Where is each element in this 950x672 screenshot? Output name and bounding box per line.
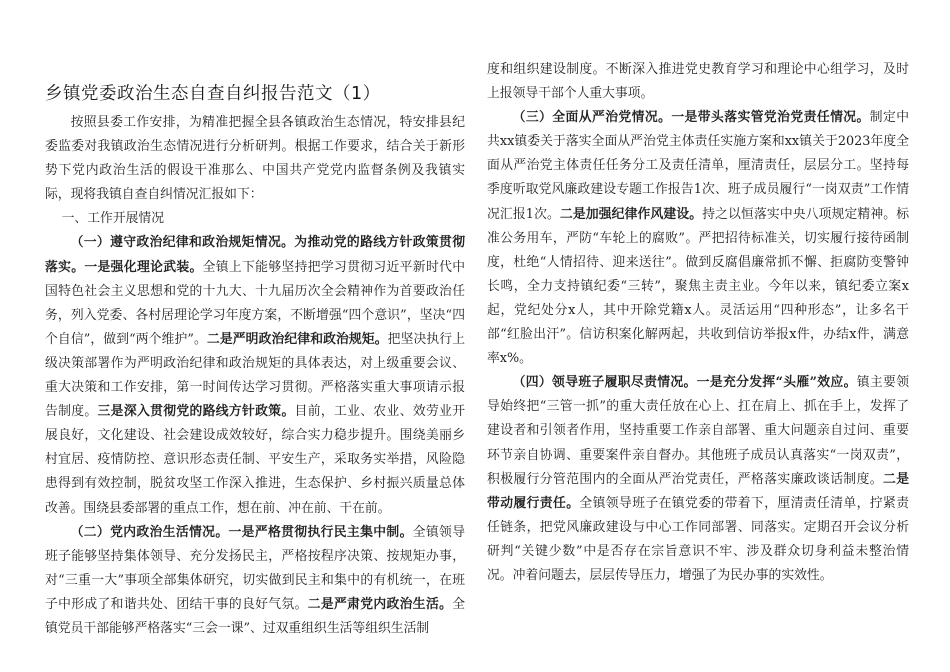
continued-paragraph: 度和组织建设制度。不断深入推进党史教育学习和理论中心组学习，及时上报领导干部个人重大事项。	[487, 62, 909, 102]
paragraph-discipline	[45, 231, 465, 520]
paragraph-text: 全镇领导班子能够坚持集体领导、充分发扬民主，严格按程序决策、按规矩办事，对“三重一大”事项全部集体研究，切实做到民主和集中的有机统一，在班子中形成了和谐共处、团结干事的良好气氛。	[45, 524, 466, 612]
paragraph-heading: （三）全面从严治党情况。一是带头落实管党治党责任情况。	[512, 110, 870, 126]
paragraph-heading: （二）党内政治生活情况。一是严格贯彻执行民主集中制。	[70, 524, 413, 540]
paragraph-heading: （四）领导班子履职尽责情况。一是充分发挥“头雁”效应。	[512, 375, 857, 391]
paragraph-subheading: 三是深入贯彻党的路线方针政策。	[97, 404, 295, 420]
paragraph-text: 全镇党员干部能够严格落实“三会一课”、过双重组织生活等组织生活制	[45, 596, 466, 636]
intro-paragraph: 按照县委工作安排，为精准把握全县各镇政治生态情况，特安排县纪委监委对我镇政治生态情况进行分析研判。根据工作要求，结合关于新形势下党内政治生活的假设干准那么、中国共产党党内监督条例及我镇实际，现将我镇自查自纠情况汇报如下：	[45, 115, 465, 203]
paragraph-text: 持之以恒落实中央八项规定精神。标准公务用车，严防“车轮上的腐败”。严把招待标准关，切实履行接待函制度，杜绝“人情招待、迎来送往”。做到反腐倡廉常抓不懈、拒腐防变警钟长鸣，全力支持镇纪委“三转”，聚焦主责主业。今年以来，镇纪委立案x起，党纪处分x人，其中开除党籍x人。灵活运用“四种形态”，让多名干部“红脸出汗”。信访积案化解两起，共收到信访举报x件，办结x件，满意率x%。	[487, 206, 910, 367]
paragraph-political-life	[45, 521, 465, 641]
right-column	[487, 58, 909, 588]
document-title: 乡镇党委政治生态自查自纠报告范文（1）	[45, 84, 381, 104]
left-column	[45, 52, 465, 641]
paragraph-subheading: 二是加强纪律作风建设。	[559, 206, 703, 222]
paragraph-text: 全镇领导班子在镇党委的带着下，厘清责任清单，拧紧责任链条，把党风廉政建设与中心工作同部署、同落实。定期召开会议分析研判“关键少数”中是否存在宗旨意识不牢、涉及群众切身利益未整治情况。冲着问题去，层层传导压力，增强了为民办事的实效性。	[487, 495, 910, 583]
paragraph-text: 把坚决执行上级决策部署作为严明政治纪律和政治规矩的具体表达，对上级重要会议、重大决策和工作安排，第一时间传达学习贯彻。严格落实重大事项请示报告制度。	[45, 331, 466, 420]
paragraph-leadership	[487, 371, 909, 588]
paragraph-text: 全镇上下能够坚持把学习贯彻习近平新时代中国特色社会主义思想和党的十九大、十九届历次全会精神作为首要政治任务，列入党委、各村居理论学习年度方案，不断增强“四个意识”，坚决“四个自信”，做到“两个维护”。	[45, 259, 466, 347]
paragraph-text: 目前，工业、农业、效劳业开展良好，文化建设、社会建设成效较好，综合实力稳步提升。围绕美丽乡村宜居、疫情防控、意识形态责任制、平安生产，采取务实举措，风险隐患得到有效控制，脱贫攻坚工作深入推进，生态保护、乡村振兴质量总体改善。围绕县委部署的重点工作，想在前、冲在前、干在前。	[45, 404, 466, 516]
paragraph-heading: （一）遵守政治纪律和政治规矩情况。为推动党的路线方针政策贯彻落实。一是强化理论武装。	[45, 235, 465, 275]
paragraph-subheading: 二是带动履行责任。	[487, 471, 910, 511]
paragraph-strict-governance	[487, 106, 909, 371]
paragraph-text: 制定中共xx镇委关于落实全面从严治党主体责任实施方案和xx镇关于2023年度全面从严治党主体责任任务分工及责任清单，厘清责任，层层分工。坚持每季度听取党风廉政建设专题工作报告1次、班子成员履行“一岗双责”工作情况汇报1次。	[487, 110, 910, 222]
paragraph-subheading: 二是严肃党内政治生活。	[307, 596, 453, 612]
section-heading-1: 一、工作开展情况	[61, 211, 164, 227]
paragraph-text: 镇主要领导始终把“三管一抓”的重大责任放在心上、扛在肩上、抓在手上，发挥了建设者和引领者作用，坚持重要工作亲自部署、重大问题亲自过问、重要环节亲自协调、重要案件亲自督办。其他班子成员认真落实“一岗双责”，积极履行分管范围内的全面从严治党责任，严格落实廉政谈话制度。	[487, 375, 909, 487]
paragraph-subheading: 二是严明政治纪律和政治规矩。	[206, 331, 388, 347]
